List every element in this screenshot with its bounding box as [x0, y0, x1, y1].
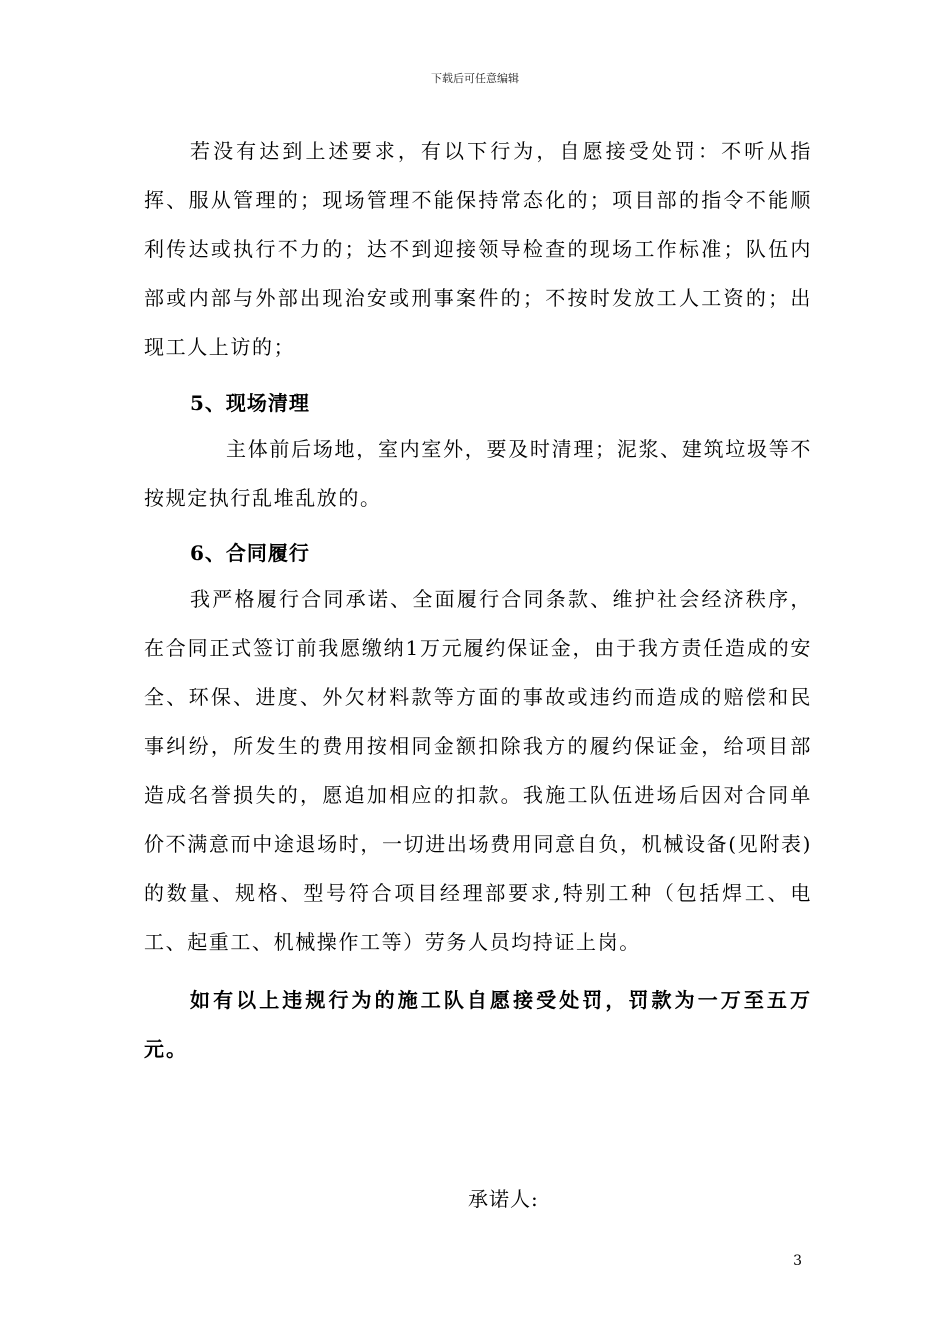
- paragraph-site-cleanup: 主体前后场地，室内室外，要及时清理；泥浆、建筑垃圾等不按规定执行乱堆乱放的。: [144, 437, 812, 510]
- paragraph-contract-performance: 我严格履行合同承诺、全面履行合同条款、维护社会经济秩序，在合同正式签订前我愿缴纳1万元履约保证金，由于我方责任造成的安全、环保、进度、外欠材料款等方面的事故或违约而造成的赔偿和民事纠纷，所发生的费用按相同金额扣除我方的履约保证金，给项目部造成名誉损失的，愿追加相应的扣款。我施工队伍进场后因对合同单价不满意而中途退场时，一切进出场费用同意自负，机械设备(见附表)的数量、规格、型号符合项目经理部要求,特别工种（包括焊工、电工、起重工、机械操作工等）劳务人员均持证上岗。: [144, 587, 812, 954]
- section-heading-contract-performance: 6、合同履行: [190, 541, 310, 565]
- section-heading-site-cleanup: 5、现场清理: [190, 391, 310, 415]
- page-number: 3: [793, 1253, 802, 1269]
- paragraph-penalty-amount: 如有以上违规行为的施工队自愿接受处罚，罚款为一万至五万元。: [144, 988, 812, 1061]
- signer-label: 承诺人:: [468, 1187, 539, 1211]
- page-header: 下载后可任意编辑: [431, 72, 519, 85]
- paragraph-penalty-conditions: 若没有达到上述要求，有以下行为，自愿接受处罚：不听从指挥、服从管理的；现场管理不能保持常态化的；项目部的指令不能顺利传达或执行不力的；达不到迎接领导检查的现场工作标准；队伍内部或内部与外部出现治安或刑事案件的；不按时发放工人工资的；出现工人上访的；: [144, 139, 812, 359]
